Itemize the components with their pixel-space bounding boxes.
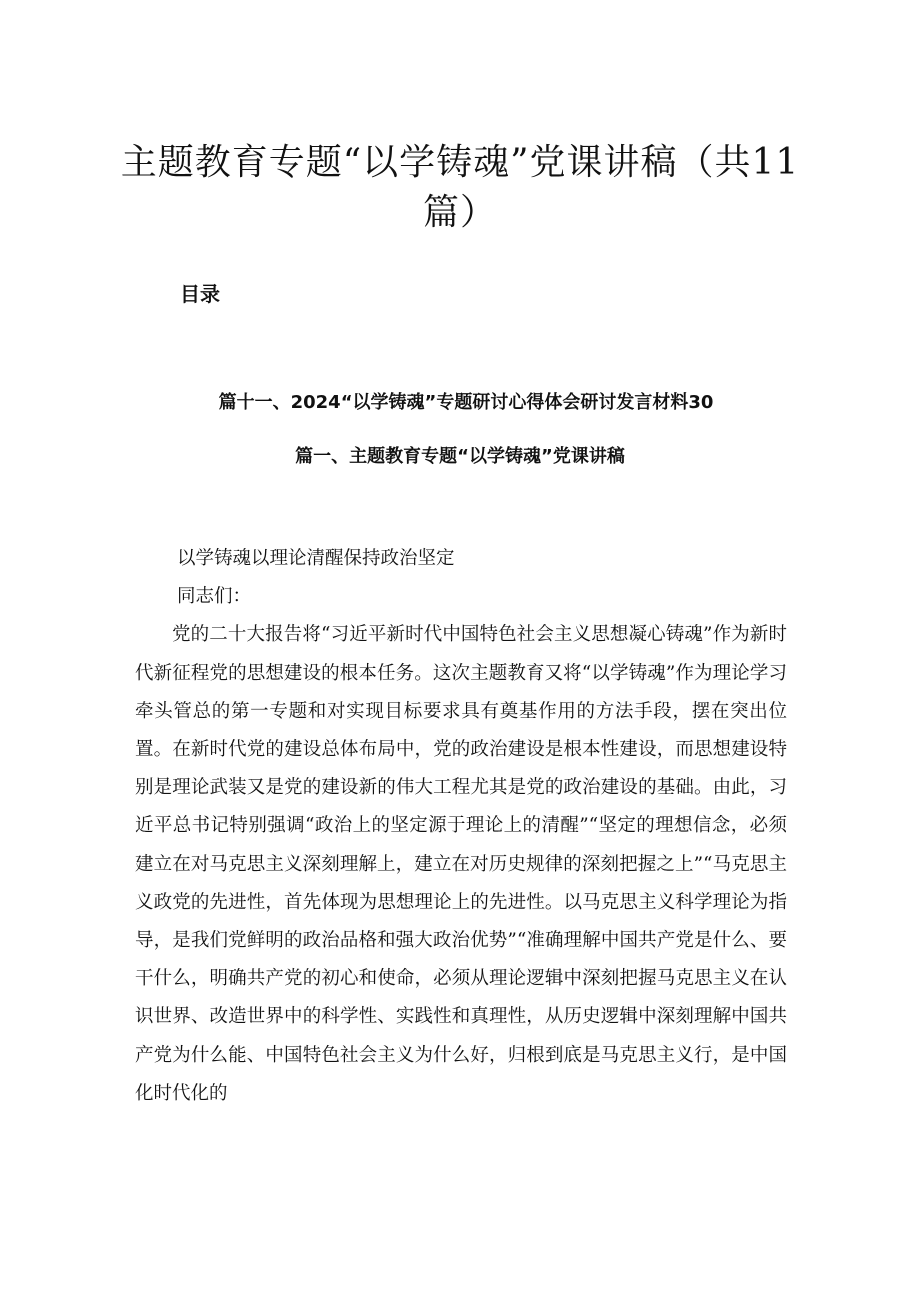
document-title: 主题教育专题“以学铸魂”党课讲稿（共11篇） [120, 142, 800, 233]
toc-heading: 目录 [180, 282, 220, 306]
salutation: 同志们： [177, 586, 252, 608]
toc-item-1: 篇一、主题教育专题“以学铸魂”党课讲稿 [295, 446, 625, 467]
body-paragraph: 党的二十大报告将“习近平新时代中国特色社会主义思想凝心铸魂”作为新时代新征程党的思想建设的根本任务。这次主题教育又将“以学铸魂”作为理论学习牵头管总的第一专题和对实现目标要求具有奠基作用的方法手段，摆在突出位置。在新时代党的建设总体布局中，党的政治建设是根本性建设，而思想建设特别是理论武装又是党的建设新的伟大工程尤其是党的政治建设的基础。由此，习近平总书记特别强调“政治上的坚定源于理论上的清醒”“坚定的理想信念，必须建立在对马克思主义深刻理解上，建立在对历史规律的深刻把握之上”“马克思主义政党的先进性，首先体现为思想理论上的先进性。以马克思主义科学理论为指导，是我们党鲜明的政治品格和强大政治优势”“准确理解中国共产党是什么、要干什么，明确共产党的初心和使命，必须从理论逻辑中深刻把握马克思主义在认识世界、改造世界中的科学性、实践性和真理性，从历史逻辑中深刻理解中国共产党为什么能、中国特色社会主义为什么好，归根到底是马克思主义行，是中国化时代化的 [135, 624, 787, 1104]
article-subtitle: 以学铸魂以理论清醒保持政治坚定 [177, 548, 455, 569]
body-text [135, 540, 787, 1113]
toc-item-11: 篇十一、2024“以学铸魂”专题研讨心得体会研讨发言材料30 [218, 392, 714, 413]
